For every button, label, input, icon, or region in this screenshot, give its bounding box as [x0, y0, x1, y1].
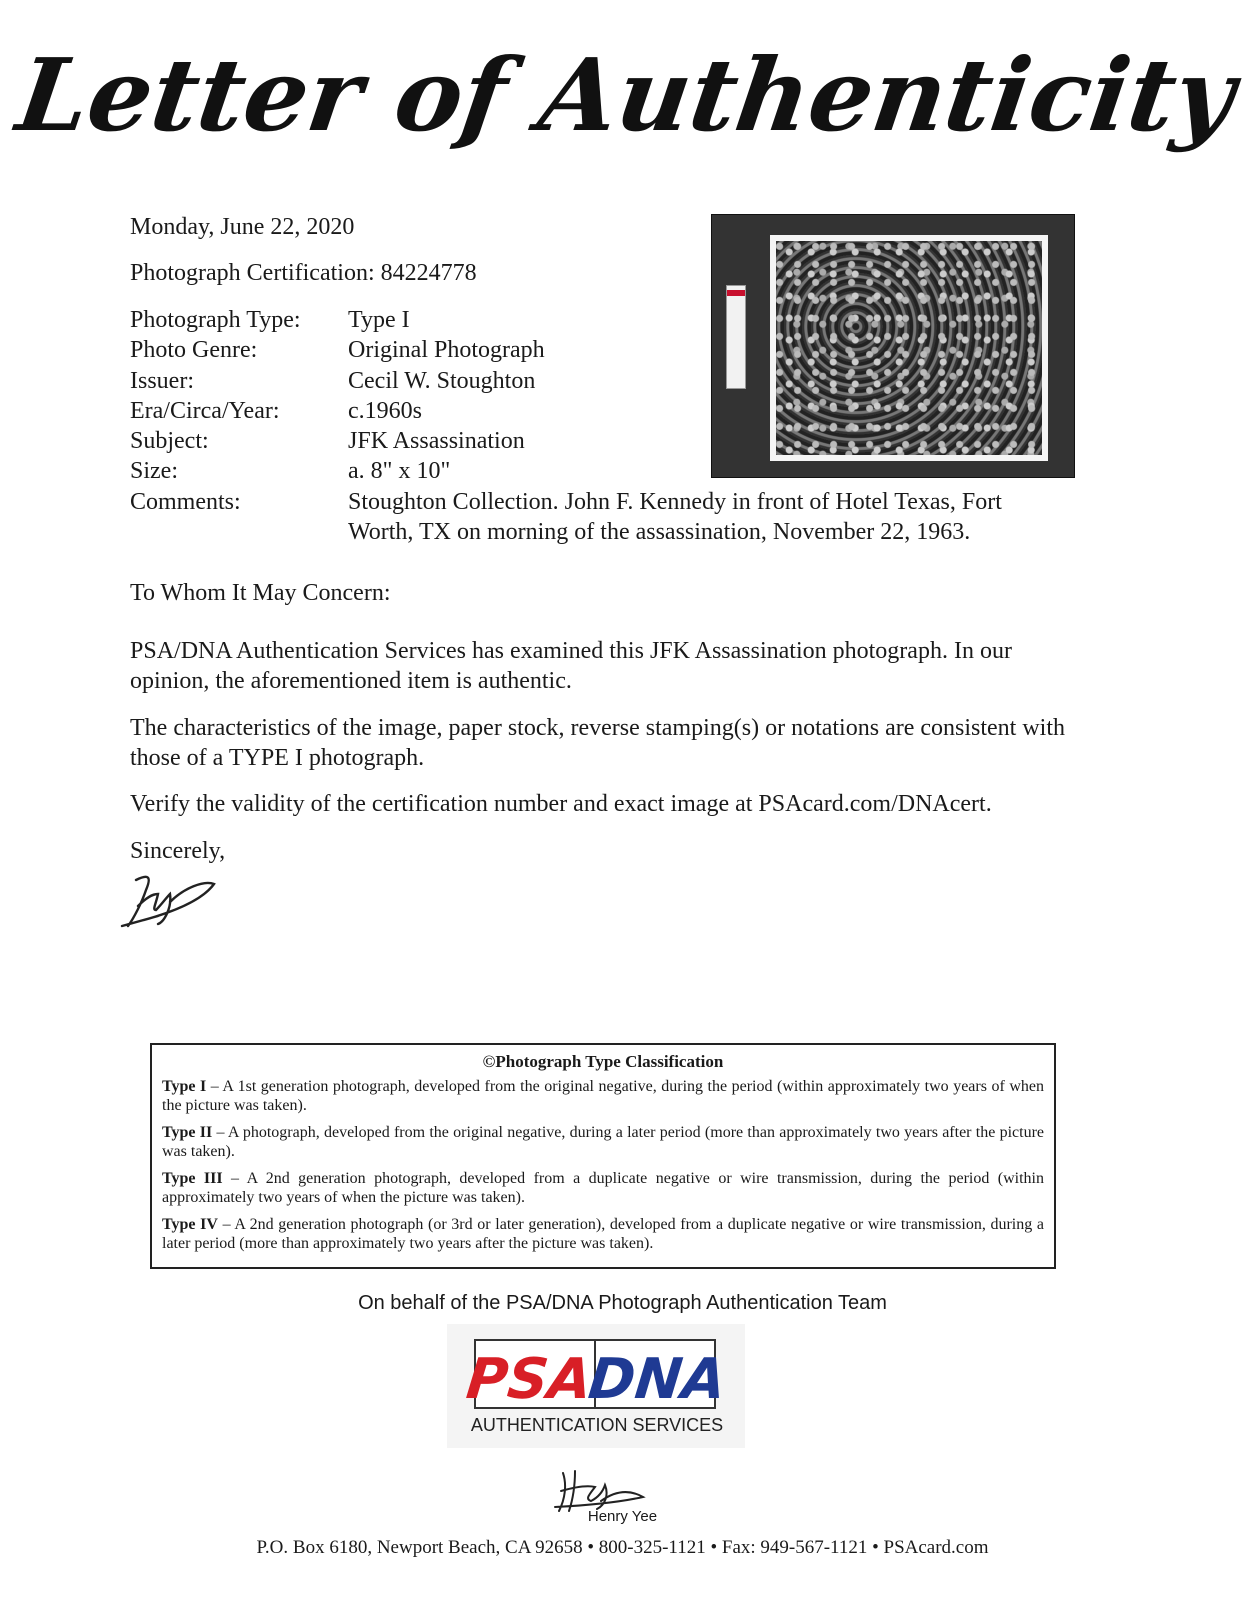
classification-type-4 [162, 1215, 1044, 1253]
title-text: Letter of Authenticity [10, 36, 1242, 154]
slab-label [726, 285, 746, 389]
type-name: Type IV [162, 1216, 218, 1233]
detail-label: Issuer: [130, 367, 194, 394]
logo-psa-text: PSA [463, 1347, 595, 1412]
detail-value: JFK Assassination [348, 428, 525, 455]
paragraph-verify: Verify the validity of the certification number and exact image at PSAcard.com/DNAcert. [130, 791, 992, 817]
salutation: To Whom It May Concern: [130, 580, 391, 606]
detail-value: a. 8" x 10" [348, 458, 451, 485]
detail-label: Era/Circa/Year: [130, 397, 280, 424]
detail-label: Subject: [130, 428, 209, 455]
photograph-image [770, 235, 1048, 461]
certification-number: Photograph Certification: 84224778 [130, 260, 477, 286]
title-script [0, 18, 1245, 168]
logo-dna-text: DNA [585, 1347, 729, 1412]
signer-name: Henry Yee [587, 1508, 658, 1525]
classification-box [150, 1043, 1056, 1269]
detail-value: Type I [348, 307, 410, 333]
detail-label: Comments: [130, 488, 241, 515]
detail-value: c.1960s [348, 397, 422, 424]
detail-value: Cecil W. Stoughton [348, 367, 536, 394]
logo-subtitle: AUTHENTICATION SERVICES [470, 1415, 724, 1435]
type-description: – A 2nd generation photograph (or 3rd or later generation), developed from a duplicate negative or wire transmission, during a later period (more than approximately two years after the picture was taken). [162, 1216, 1044, 1252]
photograph-slab [711, 214, 1075, 478]
letter-title [0, 18, 1245, 168]
signature [118, 858, 238, 938]
footer-address: P.O. Box 6180, Newport Beach, CA 92658 • 800-325-1121 • Fax: 949-567-1121 • PSAcard.com [256, 1537, 989, 1558]
classification-type-3 [162, 1169, 1044, 1207]
type-description: – A 1st generation photograph, developed from the original negative, during the period (within approximately two years of when the picture was taken). [162, 1078, 1044, 1114]
classification-title: ©Photograph Type Classification [482, 1052, 724, 1071]
detail-label: Photo Genre: [130, 337, 258, 364]
closing: Sincerely, [130, 838, 226, 864]
behalf-line: On behalf of the PSA/DNA Photograph Authentication Team [358, 1292, 887, 1314]
type-description: – A photograph, developed from the original negative, during a later period (more than approximately two years after the picture was taken). [162, 1124, 1045, 1160]
paragraph-characteristics: The characteristics of the image, paper stock, reverse stamping(s) or notations are consistent with those of a TYPE I photograph. [130, 715, 1066, 771]
detail-label: Photograph Type: [130, 307, 301, 333]
paragraph-authentic: PSA/DNA Authentication Services has examined this JFK Assassination photograph. In our opinion, the aforementioned item is authentic. [130, 638, 1012, 694]
type-name: Type II [162, 1124, 213, 1141]
detail-value: Original Photograph [348, 337, 545, 364]
type-name: Type III [162, 1170, 223, 1187]
detail-row-comments [130, 487, 1090, 548]
detail-label: Size: [130, 458, 178, 485]
classification-type-2 [162, 1123, 1044, 1161]
letter-date: Monday, June 22, 2020 [130, 214, 355, 240]
type-name: Type I [162, 1078, 207, 1095]
classification-type-1 [162, 1077, 1044, 1115]
type-description: – A 2nd generation photograph, developed from a duplicate negative or wire transmission, during the period (within approximately two years of when the picture was taken). [162, 1170, 1044, 1206]
detail-value: Stoughton Collection. John F. Kennedy in front of Hotel Texas, Fort Worth, TX on morning of the assassination, November 22, 1963. [348, 488, 1002, 546]
psa-dna-logo [447, 1324, 745, 1448]
